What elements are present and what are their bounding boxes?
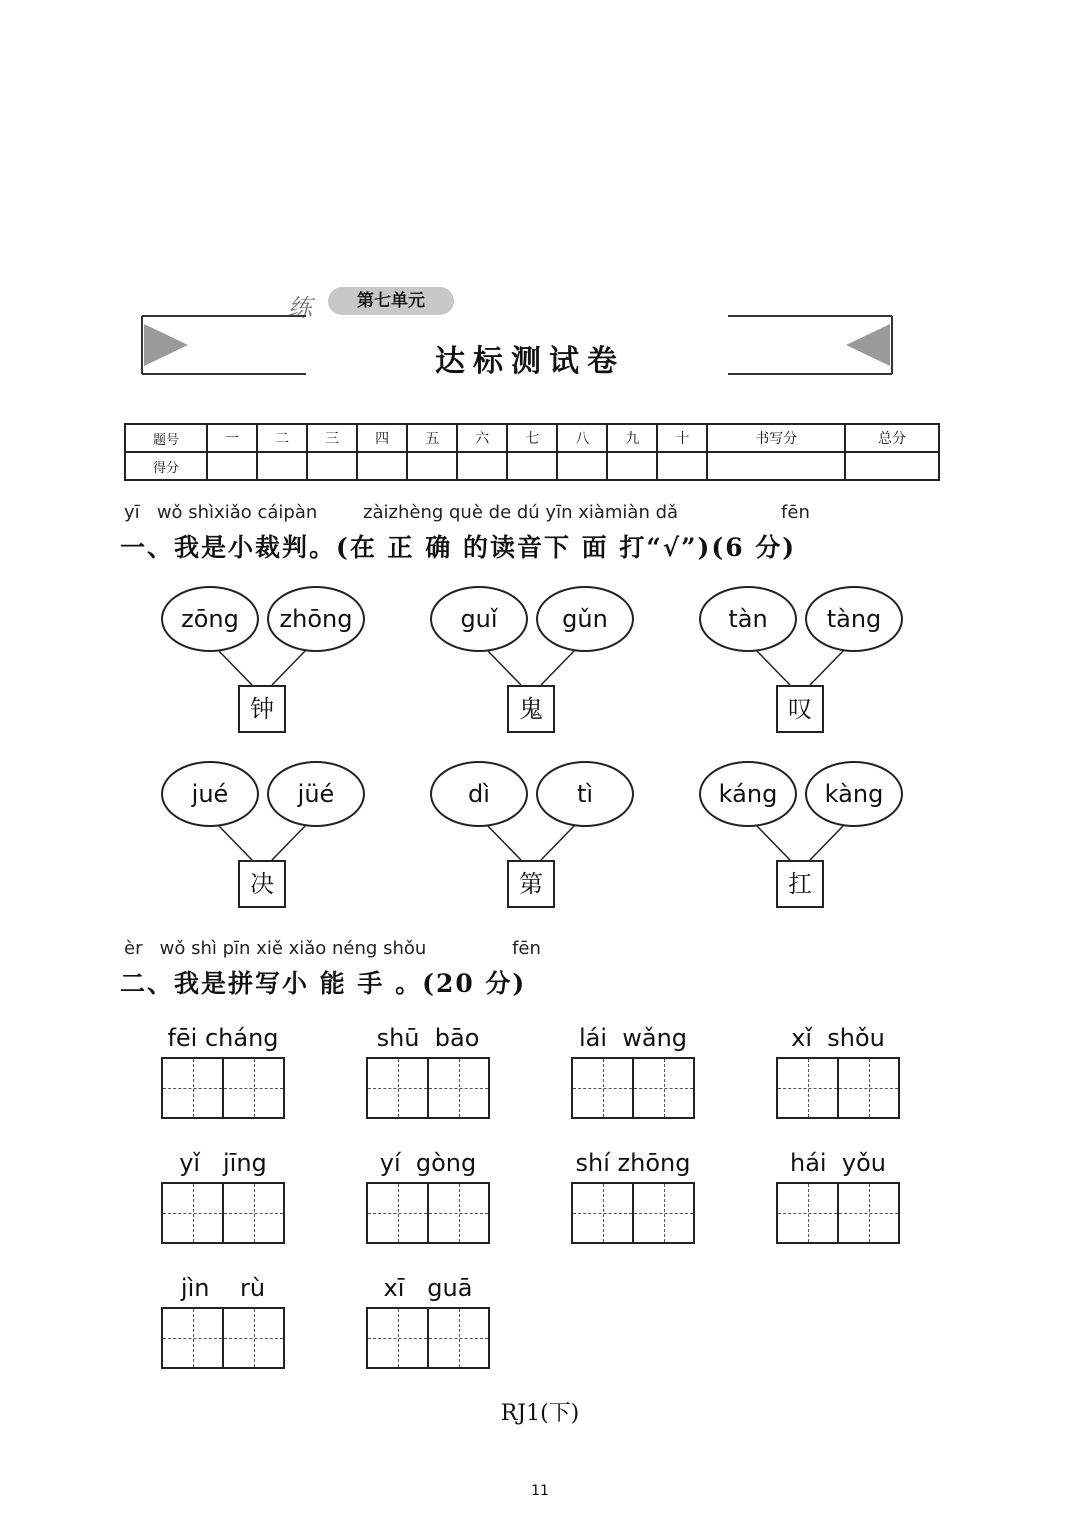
score-col-2: 二 — [257, 424, 307, 452]
writing-grid[interactable] — [776, 1182, 900, 1244]
writing-grid[interactable] — [366, 1057, 490, 1119]
writing-grid[interactable] — [161, 1057, 285, 1119]
book-code: RJ1(下) — [500, 1401, 580, 1426]
writing-cell[interactable] — [224, 1059, 283, 1117]
writing-cell[interactable] — [224, 1184, 283, 1242]
score-row-label: 得分 — [125, 452, 207, 480]
writing-cell[interactable] — [163, 1059, 224, 1117]
reading-option-bubble[interactable]: gǔn — [536, 586, 634, 652]
word-pinyin: shí zhōng — [575, 1149, 691, 1177]
reading-option-bubble[interactable]: jüé — [267, 761, 365, 827]
word-pinyin: fēi cháng — [167, 1024, 279, 1052]
writing-grid[interactable] — [366, 1182, 490, 1244]
writing-cell[interactable] — [778, 1184, 839, 1242]
writing-grid[interactable] — [366, 1307, 490, 1369]
writing-cell[interactable] — [839, 1184, 898, 1242]
reading-option-bubble[interactable]: zhōng — [267, 586, 365, 652]
score-col-1: 一 — [207, 424, 257, 452]
target-character: 叹 — [776, 685, 824, 733]
page-number: 11 — [531, 1483, 549, 1499]
lian-mark: 练 — [288, 294, 312, 322]
writing-grid[interactable] — [776, 1057, 900, 1119]
writing-grid[interactable] — [571, 1057, 695, 1119]
reading-option-bubble[interactable]: tì — [536, 761, 634, 827]
score-col-4: 四 — [357, 424, 407, 452]
score-col-9: 九 — [607, 424, 657, 452]
writing-cell[interactable] — [573, 1059, 634, 1117]
reading-option-bubble[interactable]: jué — [161, 761, 259, 827]
word-pinyin: xǐ shǒu — [791, 1024, 885, 1052]
writing-cell[interactable] — [163, 1184, 224, 1242]
writing-cell[interactable] — [368, 1184, 429, 1242]
reading-option-bubble[interactable]: zōng — [161, 586, 259, 652]
writing-cell[interactable] — [429, 1184, 488, 1242]
word-pinyin: yǐ jīng — [179, 1149, 267, 1177]
writing-cell[interactable] — [573, 1184, 634, 1242]
writing-cell[interactable] — [368, 1059, 429, 1117]
reading-option-bubble[interactable]: tàng — [805, 586, 903, 652]
target-character: 决 — [238, 860, 286, 908]
reading-option-bubble[interactable]: tàn — [699, 586, 797, 652]
writing-cell[interactable] — [429, 1059, 488, 1117]
target-character: 鬼 — [507, 685, 555, 733]
score-col-label: 题号 — [125, 424, 207, 452]
writing-cell[interactable] — [778, 1059, 839, 1117]
writing-cell[interactable] — [839, 1059, 898, 1117]
score-col-7: 七 — [507, 424, 557, 452]
word-pinyin: hái yǒu — [790, 1149, 886, 1177]
score-col-6: 六 — [457, 424, 507, 452]
target-character: 钟 — [238, 685, 286, 733]
page-title: 达标测试卷 — [435, 344, 625, 379]
q1-title: 一、我是小裁判。(在 正 确 的读音下 面 打“√”)(6 分) — [120, 533, 797, 562]
writing-cell[interactable] — [163, 1309, 224, 1367]
q2-pinyin: èr wǒ shì pīn xiě xiǎo néng shǒu fēn — [124, 938, 541, 959]
target-character: 扛 — [776, 860, 824, 908]
writing-cell[interactable] — [368, 1309, 429, 1367]
writing-grid[interactable] — [161, 1182, 285, 1244]
score-col-3: 三 — [307, 424, 357, 452]
score-col-total: 总分 — [845, 424, 939, 452]
unit-badge: 第七单元 — [328, 287, 454, 315]
writing-grid[interactable] — [571, 1182, 695, 1244]
reading-option-bubble[interactable]: kàng — [805, 761, 903, 827]
reading-option-bubble[interactable]: guǐ — [430, 586, 528, 652]
q2-title: 二、我是拼写小 能 手 。(20 分) — [120, 969, 527, 998]
score-col-8: 八 — [557, 424, 607, 452]
target-character: 第 — [507, 860, 555, 908]
q1-pinyin: yī wǒ shìxiǎo cáipàn zàizhèng què de dú yīn xiàmiàn dǎ fēn — [124, 502, 810, 523]
score-col-writing: 书写分 — [707, 424, 845, 452]
writing-cell[interactable] — [634, 1184, 693, 1242]
word-pinyin: yí gòng — [379, 1149, 477, 1177]
writing-grid[interactable] — [161, 1307, 285, 1369]
word-pinyin: xī guā — [383, 1274, 473, 1302]
reading-option-bubble[interactable]: dì — [430, 761, 528, 827]
word-pinyin: lái wǎng — [578, 1024, 688, 1052]
word-pinyin: shū bāo — [376, 1024, 480, 1052]
score-col-10: 十 — [657, 424, 707, 452]
score-col-5: 五 — [407, 424, 457, 452]
writing-cell[interactable] — [224, 1309, 283, 1367]
writing-cell[interactable] — [429, 1309, 488, 1367]
writing-cell[interactable] — [634, 1059, 693, 1117]
reading-option-bubble[interactable]: káng — [699, 761, 797, 827]
word-pinyin: jìn rù — [180, 1274, 266, 1302]
